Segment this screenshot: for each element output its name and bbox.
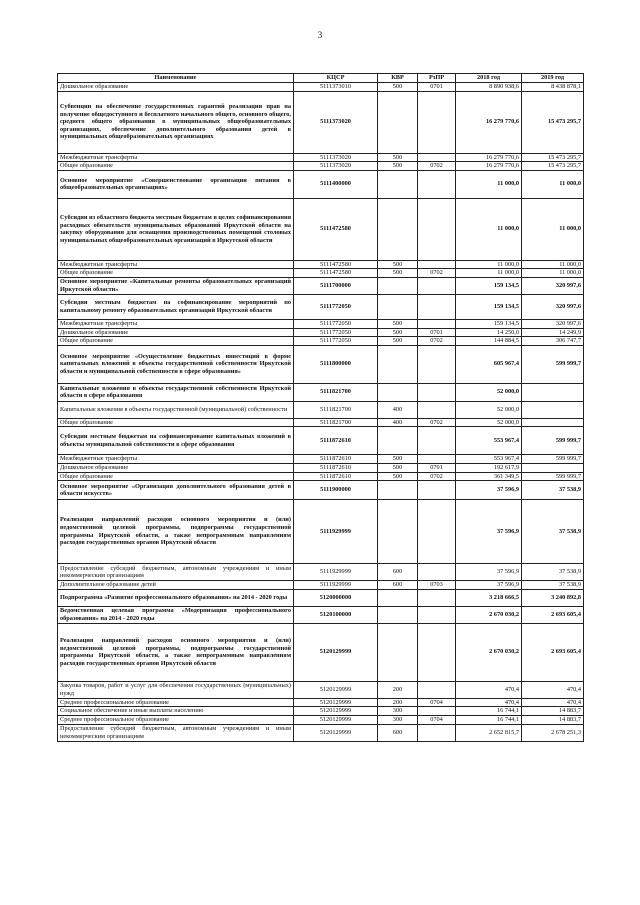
table-row (58, 319, 584, 328)
cell-kvr (378, 345, 418, 383)
cell-2018: 553 967,4 (456, 455, 522, 464)
col-header-name: Наименование (58, 74, 294, 83)
cell-rzpr: 0702 (418, 162, 456, 171)
table-row (58, 681, 584, 698)
cell-kcsr: 5120100000 (294, 606, 378, 623)
cell-rzpr: 0704 (418, 715, 456, 724)
table-row (58, 481, 584, 500)
cell-kvr: 500 (378, 269, 418, 278)
cell-kcsr: 5111373020 (294, 162, 378, 171)
cell-rzpr (418, 707, 456, 716)
cell-rzpr (418, 198, 456, 260)
cell-2019 (522, 463, 584, 472)
table-row (58, 260, 584, 269)
cell-rzpr (418, 260, 456, 269)
cell-rzpr: 0702 (418, 472, 456, 481)
cell-name: Реализация направлений расходов основного мероприятия и (или) ведомственной целевой программы, подпрограммы государственной программы Иркутской области, а также непрограммным направлениям расходов государственных органов Иркутской области (58, 500, 294, 564)
cell-kvr: 300 (378, 715, 418, 724)
cell-name: Общее образование (58, 337, 294, 346)
cell-2019: 15 473 295,7 (522, 91, 584, 153)
cell-2018: 2 670 030,2 (456, 606, 522, 623)
cell-kvr (378, 623, 418, 681)
cell-2018: 11 000,0 (456, 260, 522, 269)
cell-rzpr: 0702 (418, 337, 456, 346)
cell-rzpr (418, 724, 456, 741)
cell-2018: 2 652 815,7 (456, 724, 522, 741)
cell-2019: 320 997,6 (522, 319, 584, 328)
col-header-kcsr: КЦСР (294, 74, 378, 83)
cell-rzpr: 0701 (418, 83, 456, 92)
cell-2019: 11 000,0 (522, 269, 584, 278)
cell-2018: 605 967,4 (456, 345, 522, 383)
cell-2018: 16 279 770,6 (456, 153, 522, 162)
table-row (58, 724, 584, 741)
cell-2018: 11 000,0 (456, 170, 522, 198)
table-row (58, 427, 584, 455)
cell-kvr (378, 500, 418, 564)
cell-2019: 3 240 892,8 (522, 589, 584, 606)
cell-rzpr (418, 319, 456, 328)
cell-name: Субсидии местным бюджетам на софинансирование капитальных вложений в объекты муниципальной собственности в сфере образования (58, 427, 294, 455)
cell-name: Подпрограмма «Развитие профессионального образования» на 2014 - 2020 годы (58, 589, 294, 606)
table-row (58, 91, 584, 153)
cell-kvr: 500 (378, 83, 418, 92)
cell-kcsr: 5111772050 (294, 328, 378, 337)
cell-kvr: 600 (378, 724, 418, 741)
cell-kvr (378, 383, 418, 401)
cell-kcsr: 5111472580 (294, 198, 378, 260)
cell-rzpr (418, 153, 456, 162)
cell-kvr (378, 481, 418, 500)
cell-kcsr: 5111872610 (294, 472, 378, 481)
cell-2019 (522, 383, 584, 401)
cell-kvr: 500 (378, 455, 418, 464)
cell-name: Межбюджетные трансферты (58, 153, 294, 162)
cell-name: Межбюджетные трансферты (58, 455, 294, 464)
cell-2019: 14 883,7 (522, 707, 584, 716)
budget-table (57, 73, 584, 742)
table-row (58, 170, 584, 198)
cell-2018: 14 250,0 (456, 328, 522, 337)
cell-kcsr: 5120129999 (294, 707, 378, 716)
cell-2018: 192 617,9 (456, 463, 522, 472)
table-row (58, 472, 584, 481)
cell-kvr (378, 589, 418, 606)
cell-kvr (378, 427, 418, 455)
cell-2018: 3 218 666,5 (456, 589, 522, 606)
cell-kvr: 400 (378, 418, 418, 427)
table-row (58, 337, 584, 346)
table-body (58, 83, 584, 742)
cell-kvr: 400 (378, 401, 418, 418)
cell-kvr: 600 (378, 564, 418, 581)
table-row (58, 715, 584, 724)
cell-kvr (378, 198, 418, 260)
cell-2018: 11 000,0 (456, 269, 522, 278)
table-row (58, 345, 584, 383)
cell-2019: 470,4 (522, 698, 584, 707)
cell-name: Дошкольное образование (58, 463, 294, 472)
cell-name: Среднее профессиональное образование (58, 698, 294, 707)
cell-2019: 37 538,9 (522, 581, 584, 590)
cell-rzpr (418, 345, 456, 383)
cell-kcsr: 5111472580 (294, 269, 378, 278)
table-row (58, 623, 584, 681)
cell-kvr: 200 (378, 681, 418, 698)
cell-2018: 16 744,1 (456, 715, 522, 724)
cell-name: Предоставление субсидий бюджетным, автономным учреждениям и иным некоммерческим организациям (58, 724, 294, 741)
cell-kvr: 500 (378, 162, 418, 171)
cell-rzpr (418, 401, 456, 418)
cell-kvr (378, 606, 418, 623)
cell-2018: 37 596,9 (456, 500, 522, 564)
cell-name: Реализация направлений расходов основного мероприятия и (или) ведомственной целевой программы, подпрограммы государственной программы Иркутской области, а также непрограммным направлениям расходов государственных органов Иркутской области (58, 623, 294, 681)
cell-rzpr: 0703 (418, 581, 456, 590)
cell-2018: 361 349,5 (456, 472, 522, 481)
cell-2018: 16 279 770,6 (456, 91, 522, 153)
table-row (58, 698, 584, 707)
cell-2019 (522, 401, 584, 418)
cell-name: Социальное обеспечение и иные выплаты населению (58, 707, 294, 716)
cell-kcsr: 5111821700 (294, 418, 378, 427)
cell-name: Общее образование (58, 269, 294, 278)
cell-kcsr: 5111872610 (294, 427, 378, 455)
cell-rzpr (418, 383, 456, 401)
cell-rzpr (418, 606, 456, 623)
cell-2019: 320 997,6 (522, 294, 584, 319)
table-row (58, 294, 584, 319)
cell-name: Межбюджетные трансферты (58, 319, 294, 328)
table-row (58, 277, 584, 294)
cell-2018: 159 134,5 (456, 319, 522, 328)
cell-kcsr: 5111900000 (294, 481, 378, 500)
cell-kvr: 500 (378, 337, 418, 346)
cell-name: Общее образование (58, 418, 294, 427)
cell-kvr: 500 (378, 472, 418, 481)
cell-2018: 11 000,0 (456, 198, 522, 260)
cell-2019: 15 473 295,7 (522, 153, 584, 162)
cell-2018: 8 890 938,6 (456, 83, 522, 92)
table-row (58, 162, 584, 171)
cell-kcsr: 5111400000 (294, 170, 378, 198)
cell-2019: 37 538,9 (522, 500, 584, 564)
cell-rzpr (418, 277, 456, 294)
cell-rzpr (418, 170, 456, 198)
cell-kcsr: 5111772050 (294, 319, 378, 328)
cell-rzpr (418, 623, 456, 681)
cell-rzpr (418, 564, 456, 581)
cell-name: Дополнительное образование детей (58, 581, 294, 590)
cell-kvr: 500 (378, 463, 418, 472)
table-row (58, 455, 584, 464)
cell-name: Межбюджетные трансферты (58, 260, 294, 269)
cell-kcsr: 5111800000 (294, 345, 378, 383)
page-number: 3 (317, 30, 323, 40)
cell-name: Субсидии из областного бюджета местным бюджетам в целях софинансирования расходных обязательств муниципальных образований Иркутской области на закупку оборудования для оснащения производственных помещений столовых муниципальных общеобразовательных организаций в Иркутской области (58, 198, 294, 260)
cell-kcsr: 5111373020 (294, 91, 378, 153)
cell-kcsr: 5120000000 (294, 589, 378, 606)
cell-name: Среднее профессиональное образование (58, 715, 294, 724)
cell-kcsr: 5111373020 (294, 153, 378, 162)
cell-rzpr: 0702 (418, 418, 456, 427)
cell-kvr: 600 (378, 581, 418, 590)
cell-kcsr: 5120129999 (294, 724, 378, 741)
cell-kcsr: 5111772050 (294, 337, 378, 346)
cell-kcsr: 5111929999 (294, 564, 378, 581)
cell-2018: 16 744,1 (456, 707, 522, 716)
cell-name: Общее образование (58, 162, 294, 171)
cell-2019: 14 249,9 (522, 328, 584, 337)
cell-name: Основное мероприятие «Осуществление бюджетных инвестиций в форме капитальных вложений в объекты государственной собственности Иркутской области и муниципальной собственности в сфере образования» (58, 345, 294, 383)
cell-2018: 2 670 030,2 (456, 623, 522, 681)
cell-2019: 320 997,6 (522, 277, 584, 294)
cell-2019: 2 693 605,4 (522, 623, 584, 681)
cell-2018: 159 134,5 (456, 277, 522, 294)
cell-name: Основное мероприятие «Капитальные ремонты образовательных организаций Иркутской области» (58, 277, 294, 294)
cell-2019: 14 883,7 (522, 715, 584, 724)
cell-kcsr: 5120129999 (294, 681, 378, 698)
col-header-2018: 2018 год (456, 74, 522, 83)
cell-2019: 2 678 251,3 (522, 724, 584, 741)
table-row (58, 328, 584, 337)
cell-kcsr: 5120129999 (294, 715, 378, 724)
cell-name: Капитальные вложения в объекты государственной (муниципальной) собственности (58, 401, 294, 418)
cell-2019: 599 999,7 (522, 472, 584, 481)
cell-2019: 11 000,0 (522, 198, 584, 260)
cell-name: Закупка товаров, работ и услуг для обеспечения государственных (муниципальных) нужд (58, 681, 294, 698)
cell-rzpr (418, 589, 456, 606)
cell-rzpr: 0702 (418, 269, 456, 278)
table-row (58, 198, 584, 260)
cell-2019: 11 000,0 (522, 260, 584, 269)
cell-kvr (378, 277, 418, 294)
table-row (58, 589, 584, 606)
table-row (58, 707, 584, 716)
cell-kcsr: 5111872610 (294, 463, 378, 472)
cell-2019: 2 693 605,4 (522, 606, 584, 623)
cell-2018: 470,4 (456, 681, 522, 698)
cell-2019: 15 473 295,7 (522, 162, 584, 171)
cell-2019: 470,4 (522, 681, 584, 698)
table-row (58, 463, 584, 472)
cell-kcsr: 5111821700 (294, 401, 378, 418)
cell-2018: 470,4 (456, 698, 522, 707)
cell-rzpr (418, 681, 456, 698)
cell-kcsr: 5111821700 (294, 383, 378, 401)
table-row (58, 606, 584, 623)
cell-rzpr (418, 481, 456, 500)
cell-rzpr (418, 91, 456, 153)
cell-kvr: 500 (378, 328, 418, 337)
cell-2018: 159 134,5 (456, 294, 522, 319)
cell-kcsr: 5120129999 (294, 698, 378, 707)
table-row (58, 581, 584, 590)
cell-2018: 52 000,0 (456, 401, 522, 418)
cell-rzpr (418, 500, 456, 564)
cell-name: Субвенции на обеспечение государственных гарантий реализации прав на получение общедоступного и бесплатного начального общего, основного общего, среднего общего образования в муниципальных общеобразовательных организациях, обеспечение дополнительного образования детей в муниципальных общеобразовательных организациях (58, 91, 294, 153)
cell-kcsr: 5111872610 (294, 455, 378, 464)
table-row (58, 418, 584, 427)
table-row (58, 153, 584, 162)
cell-rzpr: 0701 (418, 463, 456, 472)
cell-rzpr (418, 294, 456, 319)
cell-2019: 599 999,7 (522, 427, 584, 455)
cell-name: Капитальные вложения в объекты государственной собственности Иркутской области в сфере образования (58, 383, 294, 401)
cell-name: Ведомственная целевая программа «Модернизация профессионального образования» на 2014 - 2020 годы (58, 606, 294, 623)
col-header-kvr: КВР (378, 74, 418, 83)
cell-kvr: 200 (378, 698, 418, 707)
cell-name: Основное мероприятие «Совершенствование организации питания в общеобразовательных организациях» (58, 170, 294, 198)
cell-2018: 37 596,9 (456, 481, 522, 500)
cell-kcsr: 5111929999 (294, 581, 378, 590)
cell-rzpr: 0701 (418, 328, 456, 337)
cell-name: Предоставление субсидий бюджетным, автономным учреждениям и иным некоммерческим организациям (58, 564, 294, 581)
cell-rzpr: 0704 (418, 698, 456, 707)
cell-kcsr: 5111929999 (294, 500, 378, 564)
cell-kcsr: 5111772050 (294, 294, 378, 319)
cell-name: Основное мероприятие «Организация дополнительного образования детей в области искусств» (58, 481, 294, 500)
cell-2019: 11 000,0 (522, 170, 584, 198)
cell-2019: 599 999,7 (522, 345, 584, 383)
cell-2018: 37 596,9 (456, 564, 522, 581)
cell-2019: 599 999,7 (522, 455, 584, 464)
cell-2019: 37 538,9 (522, 481, 584, 500)
cell-kvr: 300 (378, 707, 418, 716)
cell-2019: 37 538,9 (522, 564, 584, 581)
cell-rzpr (418, 455, 456, 464)
table-row (58, 401, 584, 418)
cell-name: Общее образование (58, 472, 294, 481)
cell-2018: 52 000,0 (456, 383, 522, 401)
cell-kcsr: 5120129999 (294, 623, 378, 681)
col-header-2019: 2019 год (522, 74, 584, 83)
cell-kvr: 500 (378, 153, 418, 162)
table-row (58, 269, 584, 278)
table-row (58, 383, 584, 401)
cell-kvr (378, 170, 418, 198)
cell-name: Дошкольное образование (58, 83, 294, 92)
table-header-row (58, 74, 584, 83)
cell-name: Дошкольное образование (58, 328, 294, 337)
col-header-rzpr: РзПР (418, 74, 456, 83)
cell-kcsr: 5111472580 (294, 260, 378, 269)
cell-2018: 52 000,0 (456, 418, 522, 427)
cell-kcsr: 5111373010 (294, 83, 378, 92)
cell-kvr (378, 91, 418, 153)
cell-kvr: 500 (378, 319, 418, 328)
cell-2018: 144 884,5 (456, 337, 522, 346)
table-row (58, 564, 584, 581)
table-row (58, 83, 584, 92)
cell-kvr: 500 (378, 260, 418, 269)
cell-2018: 16 279 770,6 (456, 162, 522, 171)
cell-2018: 37 596,9 (456, 581, 522, 590)
cell-2019: 8 438 878,1 (522, 83, 584, 92)
cell-2019 (522, 418, 584, 427)
cell-kvr (378, 294, 418, 319)
cell-kcsr: 5111700000 (294, 277, 378, 294)
cell-rzpr (418, 427, 456, 455)
cell-2018: 553 967,4 (456, 427, 522, 455)
cell-name: Субсидии местным бюджетам на софинансирование мероприятий по капитальному ремонту образовательных организаций Иркутской области (58, 294, 294, 319)
cell-2019: 306 747,7 (522, 337, 584, 346)
table-row (58, 500, 584, 564)
